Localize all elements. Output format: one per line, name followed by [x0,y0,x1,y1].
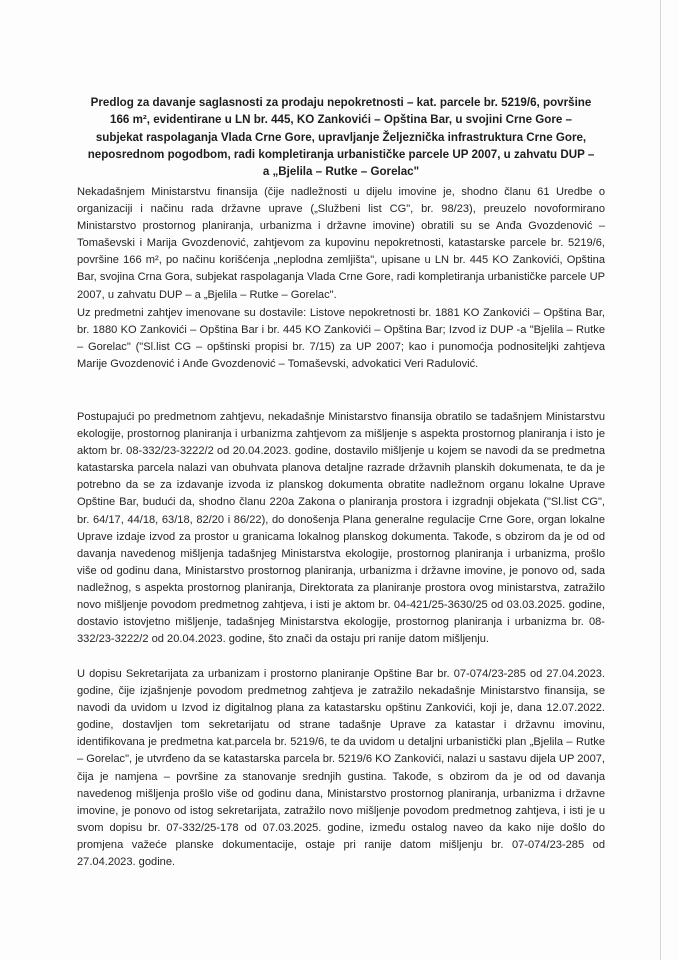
paragraph-ministry-opinion: Postupajući po predmetnom zahtjevu, nekadašnje Ministarstvo finansija obratilo se tadašnjem Ministarstvu ekologije, prostornog planiranja i urbanizma zahtjevom za mišljenje s aspekta prostornog planiranja i isto je aktom br. 08-332/23-3222/2 od 20.04.2023. godine, dostavilo mišljenje u kojem se navodi da se predmetna katastarska parcela nalazi van obuhvata planova detaljne razrade državnih planskih dokumenata, te da je potrebno da se za izdavanje izvoda iz planskog dokumenta obratite nadležnom organu lokalne Uprave Opštine Bar, budući da, shodno članu 220a Zakona o planiranja prostora i izgradnji objekata ("Sl.list CG", br. 64/17, 44/18, 63/18, 82/20 i 86/22), do donošenja Plana generalne regulacije Crne Gore, organ lokalne Uprave izdaje izvod za prostor u granicama lokalnog planskog dokumenta. Takođe, s obzirom da je od od davanja navedenog mišljenja tadašnjeg Ministarstva ekologije, prostornog planiranja i urbanizma, prošlo više od godinu dana, Ministarstvo prostornog planiranja, urbanizma i državne imovine, je ponovo od, sada nadležnog, s aspekta prostornog planiranja, Direktorata za planiranje prostora ovog ministarstva, zatražilo novo mišljenje povodom predmetnog zahtjeva, i isti je aktom br. 04-421/25-3630/25 od 03.03.2025. godine, dostavio istovjetno mišljenje, tadašnjeg Ministarstva ekologije, prostornog planiranja i urbanizma br. 08-332/23-3222/2 od 20.04.2023. godine, što znači da ostaju pri ranije datom mišljenju. [77,411,605,646]
paragraph-submitted-documents: Uz predmetni zahtjev imenovane su dostavile: Listove nepokretnosti br. 1881 KO Zankovići – Opština Bar, br. 1880 KO Zankovići – Opština Bar i br. 445 KO Zankovići – Opština Bar; Izvod iz DUP -a "Bjelila – Rutke – Gorelac" ("Sl.list CG – opštinski propisi br. 7/15) za UP 2007; kao i punomoćja podnositeljki zahtjeva Marije Gvozdenović i Anđe Gvozdenović – Tomaševski, advokatici Veri Radulović. [77,307,605,371]
paragraph-request: Nekadašnjem Ministarstvu finansija (čije nadležnosti u dijelu imovine je, shodno članu 61 Uredbe o organizaciji i načinu rada državne uprave („Službeni list CG", br. 98/23), preuzelo novoformirano Ministarstvo prostornog planiranja, urbanizma i državne imovine) obratili su se Anđa Gvozdenović – Tomaševski i Marija Gvozdenović, zahtjevom za kupovinu nepokretnosti, katastarske parcele br. 5219/6, površine 166 m², po načinu korišćenja „neplodna zemljišta", upisane u LN br. 445 KO Zankovići, Opština Bar, svojina Crna Gora, subjekat raspolaganja Vlada Crne Gore, radi kompletiranja urbanističke parcele UP 2007, u zahvatu DUP – a „Bjelila – Rutke – Gorelac". [77,186,605,301]
paragraph-secretariat-opinion: U dopisu Sekretarijata za urbanizam i prostorno planiranje Opštine Bar br. 07-074/23-285 od 27.04.2023. godine, čije izjašnjenje povodom predmetnog zahtjeva je zatražilo nekadašnje Ministarstvo finansija, se navodi da uvidom u Izvod iz digitalnog plana za katastarsku opštinu Zankovići, koji je, dana 12.07.2022. godine, dostavljen tom sekretarijatu od strane tadašnje Uprave za katastar i državnu imovinu, identifikovana je predmetna kat.parcela br. 5219/6, te da uvidom u detaljni urbanistički plan „Bjelila – Rutke – Gorelac", je utvrđeno da se katastarska parcela br. 5219/6 KO Zankovići, nalazi u sastavu dijela UP 2007, čija je namjena – površine za stanovanje srednjih gustina. Takođe, s obzirom da je od od davanja navedenog mišljenja prošlo više od godinu dana, Ministarstvo prostornog planiranja, urbanizma i državne imovine, je ponovo od istog sekretarijata, zatražilo novo mišljenje povodom predmetnog zahtjeva, i isti je u svom dopisu br. 07-332/25-178 od 07.03.2025. godine, između ostalog naveo da kako nije došlo do promjena važeće planske dokumentacije, ostaje pri ranije datom mišljenju br. 07-074/23-285 od 27.04.2023. godine. [77,668,605,869]
document-title: Predlog za davanje saglasnosti za prodaju nepokretnosti – kat. parcele br. 5219/6, površine 166 m², evidentirane u LN br. 445, KO Zankovići – Opština Bar, u svojini Crne Gore – subjekat raspolaganja Vlada Crne Gore, upravljanje Željeznička infrastruktura Crne Gore, neposrednom pogodbom, radi kompletiranja urbanističke parcele UP 2007, u zahvatu DUP – a „Bjelila – Rutke – Gorelac" [87,96,595,179]
page-edge-divider [660,0,661,960]
